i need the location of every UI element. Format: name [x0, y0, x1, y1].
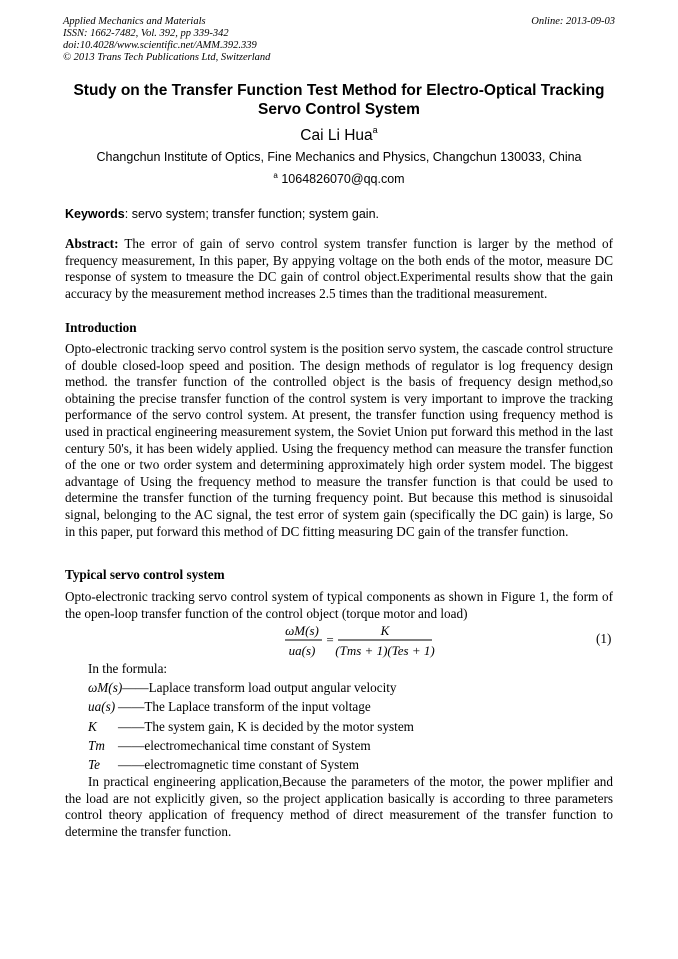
definition-text: ——electromechanical time constant of System	[118, 737, 371, 753]
eq-numerator-left: ωM(s)	[285, 623, 319, 638]
eq-equals: =	[326, 632, 334, 647]
author-sup: a	[372, 125, 378, 135]
definition-symbol: ωM(s)	[88, 680, 123, 696]
definition-row	[88, 678, 414, 697]
definition-text: ——The Laplace transform of the input voltage	[118, 699, 371, 715]
definition-symbol: K	[88, 718, 97, 734]
definition-text: ——electromagnetic time constant of System	[118, 757, 359, 773]
closing-text: In practical engineering application,Because the parameters of the motor, the power mplifier and the load are not explicitly given, so the project application basically is according to three parameters control theory application of frequency method of direct measurement of the transfer function to determine the transfer function.	[65, 774, 613, 839]
typical-heading: Typical servo control system	[65, 567, 225, 582]
journal-name: Applied Mechanics and Materials	[63, 16, 206, 27]
closing-paragraph	[65, 774, 613, 840]
journal-doi[interactable]: doi:10.4028/www.scientific.net/AMM.392.339	[63, 40, 257, 51]
keywords-label: Keywords	[65, 207, 125, 221]
introduction-paragraph	[65, 341, 613, 540]
definition-text: ——The system gain, K is decided by the motor system	[118, 718, 414, 734]
author-email	[0, 171, 678, 186]
definition-symbol: Te	[88, 757, 100, 773]
definition-text: ——Laplace transform load output angular velocity	[122, 680, 397, 696]
eq-denominator-right: (Tms + 1)(Tes + 1)	[335, 643, 435, 658]
email-address[interactable]: 1064826070@qq.com	[281, 172, 405, 186]
affiliation: Changchun Institute of Optics, Fine Mechanics and Physics, Changchun 130033, China	[96, 150, 582, 164]
keywords-text: : servo system; transfer function; system gain.	[124, 207, 380, 221]
transfer-function-equation	[270, 622, 450, 662]
definition-row	[88, 736, 414, 755]
email-sup: a	[273, 171, 278, 180]
definition-row	[88, 697, 414, 716]
definition-symbol: Tm	[88, 737, 105, 753]
definition-row	[88, 755, 414, 774]
eq-denominator-left: ua(s)	[288, 643, 316, 658]
formula-intro: In the formula:	[88, 661, 168, 676]
typical-paragraph	[65, 589, 613, 622]
abstract	[65, 236, 613, 302]
journal-issn: ISSN: 1662-7482, Vol. 392, pp 339-342	[63, 28, 229, 39]
paper-title-line-1: Study on the Transfer Function Test Method for Electro-Optical Tracking	[73, 82, 605, 99]
introduction-heading: Introduction	[65, 320, 137, 335]
abstract-text: The error of gain of servo control system transfer function is larger by the method of frequency measurement, In this paper, By appying voltage on the both ends of the motor, measure DC response of system to tmeasure the DC gain of control object.Experimental results show that the gain accuracy by the measurement method increases 2.5 times than the traditional measurement.	[65, 236, 613, 301]
eq-numerator-right: K	[380, 623, 390, 638]
author	[0, 125, 678, 145]
paper-title-line-2: Servo Control System	[258, 101, 420, 118]
typical-text: Opto-electronic tracking servo control system of typical components as shown in Figure 1, the form of the open-loop transfer function of the control object (torque motor and load)	[65, 589, 613, 621]
abstract-label: Abstract:	[65, 236, 119, 251]
journal-copyright: © 2013 Trans Tech Publications Ltd, Switzerland	[63, 52, 271, 63]
definition-row	[88, 717, 414, 736]
journal-header	[63, 16, 270, 64]
keywords	[65, 207, 379, 221]
introduction-text: Opto-electronic tracking servo control system is the position servo system, the cascade control structure of double closed-loop speed and position. The design methods of regulator is log frequency design method. the transfer function of the controlled object is the basis of frequency design method,so obtaining the precise transfer function of the control system is very important to improve the tracking performance of the servo control system. At present, the transfer function using frequency method is used in practical engineering measurement system, the Soviet Union put forward this method in the last century 50's, it has been widely applied. Using the frequency method can measure the transfer function of the one or two order system and determining approximately high order system model. The biggest advantage of Using the frequency method to measure the transfer function is that could be used to determine the transfer function of the turning frequency point. But because this method is sinusoidal signal, belonging to the AC signal, the test error of system gain (specifically the DC gain) is large, So in this paper, put forward this method of DC fitting measuring DC gain of the transfer function.	[65, 341, 613, 539]
equation-number: (1)	[596, 631, 612, 646]
formula-definitions	[88, 659, 414, 774]
online-date: Online: 2013-09-03	[531, 16, 615, 27]
definition-symbol: ua(s)	[88, 699, 116, 715]
author-name: Cai Li Hua	[300, 127, 373, 144]
paper-title	[40, 81, 638, 119]
